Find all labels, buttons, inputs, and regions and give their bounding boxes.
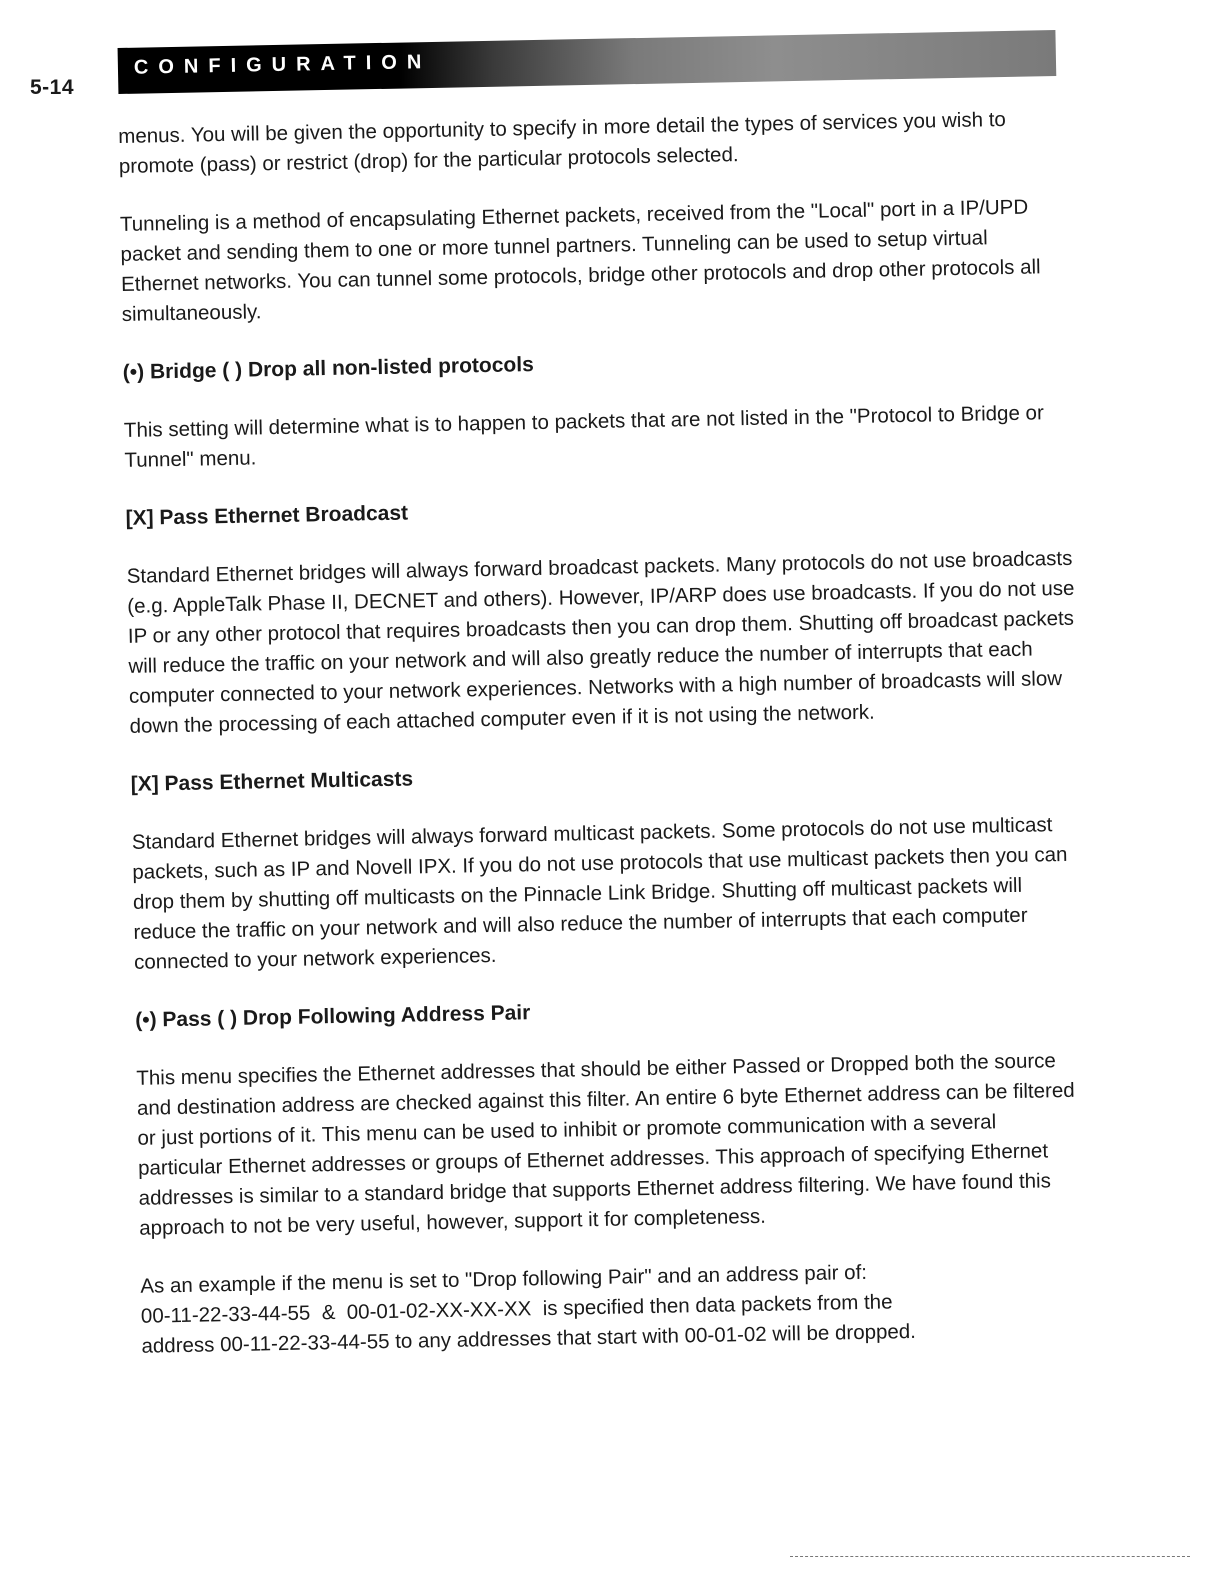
tunneling-paragraph: Tunneling is a method of encapsulating Ethernet packets, received from the "Local" port in a IP/UPD packet and sending them to one or more tunnel partners. Tunneling can be used to setup virtual Ethernet networks. You can tunnel some protocols, bridge other protocols and drop other protocols all simultaneously.: [119, 195, 1041, 326]
page-content: [118, 104, 1090, 1388]
page-number: 5-14: [30, 76, 75, 99]
scan-artifact-line: [790, 1556, 1190, 1561]
section-body: This setting will determine what is to happen to packets that are not listed in the "Protocol to Bridge or Tunnel" menu.: [123, 401, 1045, 472]
section-title: CONFIGURATION: [133, 50, 432, 79]
section-body: Standard Ethernet bridges will always forward broadcast packets. Many protocols do not use broadcasts (e.g. AppleTalk Phase II, DECNET and others). However, IP/ARP does use broadcasts. If you do not use IP or any other protocol that requires broadcasts then you can drop them. Shutting off broadcast packets will reduce the traffic on your network and will also greatly reduce the number of interrupts that each computer connected to your network experiences. Networks with a high number of broadcasts will slow down the processing of each attached computer even if it is not using the network.: [126, 546, 1075, 738]
intro-paragraph: menus. You will be given the opportunity to specify in more detail the types of services you wish to promote (pass) or restrict (drop) for the particular protocols selected.: [118, 107, 1007, 178]
section-heading: (•) Bridge ( ) Drop all non-listed protocols: [122, 353, 534, 384]
section-header-bar: [118, 30, 1057, 94]
section-heading: (•) Pass ( ) Drop Following Address Pair: [135, 1001, 531, 1032]
example-line: address 00-11-22-33-44-55 to any addresses that start with 00-01-02 will be dropped.: [141, 1319, 917, 1358]
example-line: As an example if the menu is set to "Drop following Pair" and an address pair of:: [140, 1260, 868, 1298]
example-paragraph: [140, 1254, 1090, 1362]
example-line: 00-11-22-33-44-55 & 00-01-02-XX-XX-XX is specified then data packets from the: [140, 1290, 893, 1328]
section-body: This menu specifies the Ethernet addresses that should be either Passed or Dropped both the source and destination address are checked against this filter. An entire 6 byte Ethernet address can be filtered or just portions of it. This menu can be used to inhibit or promote communication with a several particular Ethernet addresses or groups of Ethernet addresses. This approach of specifying Ethernet addresses is similar to a standard bridge that supports Ethernet address filtering. We have found this approach to not be very useful, however, support it for completeness.: [136, 1049, 1075, 1240]
section-address-pair: [135, 988, 1087, 1244]
section-pass-multicasts: [130, 752, 1082, 978]
section-heading: [X] Pass Ethernet Multicasts: [130, 767, 414, 796]
section-heading: [X] Pass Ethernet Broadcast: [125, 501, 409, 530]
section-body: Standard Ethernet bridges will always forward multicast packets. Some protocols do not use multicast packets, such as IP and Novell IPX. If you do not use protocols that use multicast packets then you can drop them by shutting off multicasts on the Pinnacle Link Bridge. Shutting off multicast packets will reduce the traffic on your network and will also reduce the number of interrupts that each computer connected to your network experiences.: [131, 813, 1068, 974]
section-pass-broadcast: [125, 486, 1077, 742]
section-non-listed-protocols: [123, 340, 1073, 476]
